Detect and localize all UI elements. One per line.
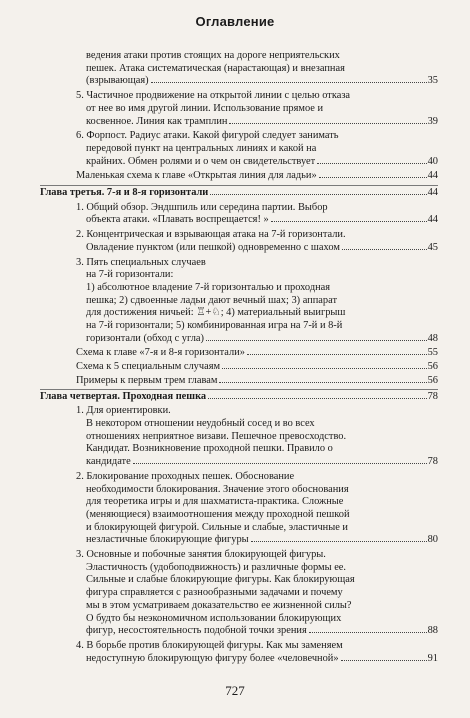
toc-line <box>40 549 438 562</box>
toc-line <box>40 562 438 575</box>
toc-text: фигура справляется с разнообразными задачами и почему <box>86 587 343 599</box>
toc-text: Овладение пунктом (или пешкой) одновременно с шахом <box>86 241 340 253</box>
toc-text: пешек. Атака систематическая (нарастающая) и внезапная <box>86 62 345 74</box>
toc-line <box>40 333 438 346</box>
toc-text: для теоретика игры и для шахматиста-практика. Сложные <box>86 496 344 508</box>
toc-text: крайних. Обмен ролями и о чем он свидетельствует <box>86 155 316 167</box>
leader-dots <box>219 382 426 383</box>
toc-page-number: 91 <box>427 652 438 664</box>
toc-text: отношениях неприятное визави. Пешечное превосходство. <box>86 430 347 442</box>
toc-text: Сильные и слабые блокирующие фигуры. Как блокирующая <box>86 574 355 586</box>
toc-text: (взрывающая) <box>86 75 149 87</box>
chapter-title: 7-я и 8-я горизонтали <box>104 187 209 199</box>
toc-line <box>40 600 438 613</box>
toc-page-number: 88 <box>427 625 438 637</box>
toc-text: (меняющиеся) взаимоотношения между проходной пешкой <box>86 508 350 520</box>
toc-text: Эластичность (удобоподвижность) и различные формы ее. <box>86 561 347 573</box>
toc-line <box>40 418 438 431</box>
toc-entry <box>40 549 438 638</box>
toc-page-number: 56 <box>427 361 438 373</box>
toc-text: кандидате <box>86 456 131 468</box>
toc-line <box>40 431 438 444</box>
toc-text: 3. Основные и побочные занятия блокирующей фигуры. <box>76 549 326 561</box>
chapter-title: Проходная пешка <box>119 390 207 402</box>
toc-text: 1. Общий обзор. Эндшпиль или середина партии. Выбор <box>76 201 328 213</box>
toc-text: 1. Для ориентировки. <box>76 405 171 417</box>
toc-text: Примеры к первым трем главам <box>76 374 218 386</box>
toc-chapter <box>40 389 438 404</box>
toc-text: Кандидат. Возникновение проходной пешки. Правило о <box>86 443 333 455</box>
leader-dots <box>208 398 427 399</box>
toc-text <box>40 391 206 404</box>
toc-entry <box>40 257 438 346</box>
toc-page-number: 56 <box>427 374 438 386</box>
leader-dots <box>271 221 427 222</box>
toc-text: пешка; 2) сдвоенные ладьи дают вечный шах; 3) аппарат <box>86 294 337 306</box>
toc-text: передовой пункт на центральных линиях и какой на <box>86 142 317 154</box>
toc-text: Маленькая схема к главе «Открытая линия для ладьи» <box>76 170 317 182</box>
toc-line <box>40 320 438 333</box>
leader-dots <box>341 660 427 661</box>
table-of-contents <box>40 50 438 665</box>
toc-page-number: 78 <box>427 390 438 402</box>
toc-text: 4. В борьбе против блокирующей фигуры. Как мы заменяем <box>76 639 343 651</box>
toc-line <box>40 347 438 360</box>
toc-entry <box>40 130 438 168</box>
page-header: Оглавление <box>195 14 275 29</box>
toc-text: для достижения ничьей: ♖+♘; 4) материальный выигрыш <box>86 307 346 319</box>
toc-text: на 7-й горизонтали; 5) комбинированная игра на 7-й и 8-й <box>86 320 343 332</box>
toc-text <box>40 187 208 200</box>
toc-line <box>40 456 438 469</box>
toc-text: мы в этом усматриваем доказательство ее жизненной силы? <box>86 599 352 611</box>
toc-line <box>40 307 438 320</box>
toc-line <box>40 484 438 497</box>
toc-text: от нее во имя другой линии. Использование прямое и <box>86 102 324 114</box>
toc-line <box>40 653 438 666</box>
toc-text: Схема к главе «7-я и 8-я горизонтали» <box>76 347 245 359</box>
toc-entry <box>40 229 438 254</box>
leader-dots <box>247 354 427 355</box>
toc-line <box>40 103 438 116</box>
leader-dots <box>206 340 427 341</box>
toc-text: и блокирующей фигурой. Сильные и слабые, эластичные и <box>86 521 348 533</box>
leader-dots <box>309 632 427 633</box>
leader-dots <box>222 368 427 369</box>
toc-line <box>40 587 438 600</box>
toc-text: на 7-й горизонтали: <box>86 269 174 281</box>
toc-line <box>40 509 438 522</box>
toc-line <box>40 75 438 88</box>
toc-line <box>40 130 438 143</box>
toc-text: горизонтали (обход с угла) <box>86 332 204 344</box>
toc-page-number: 45 <box>427 241 438 253</box>
toc-line <box>40 229 438 242</box>
toc-entry <box>40 471 438 547</box>
toc-text: 3. Пять специальных случаев <box>76 256 206 268</box>
page-number: 727 <box>225 683 245 698</box>
chapter-label: Глава третья. <box>40 187 105 199</box>
toc-text: 2. Концентрическая и взрывающая атака на 7-й горизонтали. <box>76 229 346 241</box>
toc-line <box>40 613 438 626</box>
toc-entry <box>40 50 438 88</box>
toc-page-number: 44 <box>427 170 438 182</box>
toc-line <box>40 116 438 129</box>
toc-text: незластичные блокирующие фигуры <box>86 534 249 546</box>
toc-text: Схема к 5 специальным случаям <box>76 361 221 373</box>
toc-line <box>40 63 438 76</box>
toc-text: 5. Частичное продвижение на открытой линии с целью отказа <box>76 90 351 102</box>
leader-dots <box>319 177 427 178</box>
toc-chapter <box>40 185 438 200</box>
toc-line <box>40 496 438 509</box>
toc-line <box>40 90 438 103</box>
toc-page-number: 78 <box>427 456 438 468</box>
leader-dots <box>229 123 426 124</box>
leader-dots <box>210 194 426 195</box>
toc-page-number: 80 <box>427 534 438 546</box>
toc-line <box>40 375 438 388</box>
toc-line <box>40 534 438 547</box>
toc-line <box>40 242 438 255</box>
toc-text: В некотором отношении неудобный сосед и во всех <box>86 417 315 429</box>
toc-line <box>40 50 438 63</box>
toc-page-number: 55 <box>427 347 438 359</box>
toc-line <box>40 625 438 638</box>
leader-dots <box>133 463 427 464</box>
leader-dots <box>317 163 426 164</box>
toc-line <box>40 295 438 308</box>
toc-page-number: 39 <box>427 115 438 127</box>
toc-line <box>40 443 438 456</box>
leader-dots <box>251 541 427 542</box>
toc-line <box>40 187 438 200</box>
toc-text: объекта атаки. «Плавать воспрещается! » <box>86 214 269 226</box>
toc-text: О будто бы неэкономичном использовании блокирующих <box>86 612 342 624</box>
toc-line <box>40 640 438 653</box>
leader-dots <box>342 249 427 250</box>
toc-line <box>40 170 438 183</box>
toc-line <box>40 282 438 295</box>
chapter-label: Глава четвертая. <box>40 390 120 402</box>
toc-page-number: 44 <box>427 214 438 226</box>
toc-entry <box>40 202 438 227</box>
toc-entry <box>40 640 438 665</box>
toc-entry <box>40 375 438 388</box>
toc-line <box>40 202 438 215</box>
toc-line <box>40 391 438 404</box>
toc-text: фигур, несостоятельность подобной точки зрения <box>86 625 307 637</box>
toc-text: 6. Форпост. Радиус атаки. Какой фигурой следует занимать <box>76 130 339 142</box>
toc-line <box>40 269 438 282</box>
toc-line <box>40 156 438 169</box>
toc-text: ведения атаки против стоящих на дороге неприятельских <box>86 50 340 61</box>
toc-text: необходимости блокирования. Значение этого обоснования <box>86 483 349 495</box>
toc-line <box>40 574 438 587</box>
toc-entry <box>40 347 438 360</box>
toc-entry <box>40 405 438 469</box>
toc-text: 2. Блокирование проходных пешек. Обоснование <box>76 470 295 482</box>
toc-page-number: 48 <box>427 332 438 344</box>
toc-text: 1) абсолютное владение 7-й горизонталью и проходная <box>86 281 331 293</box>
toc-line <box>40 405 438 418</box>
toc-line <box>40 214 438 227</box>
toc-line <box>40 257 438 270</box>
toc-entry <box>40 90 438 128</box>
toc-line <box>40 361 438 374</box>
leader-dots <box>151 82 427 83</box>
toc-page-number: 35 <box>427 75 438 87</box>
toc-line <box>40 143 438 156</box>
toc-line <box>40 471 438 484</box>
toc-page-number: 40 <box>427 155 438 167</box>
toc-text: косвенное. Линия как трамплин <box>86 115 228 127</box>
toc-page-number: 44 <box>427 187 438 199</box>
toc-entry <box>40 361 438 374</box>
toc-text: недоступную блокирующую фигуру более «человечной» <box>86 652 339 664</box>
toc-line <box>40 522 438 535</box>
toc-entry <box>40 170 438 183</box>
